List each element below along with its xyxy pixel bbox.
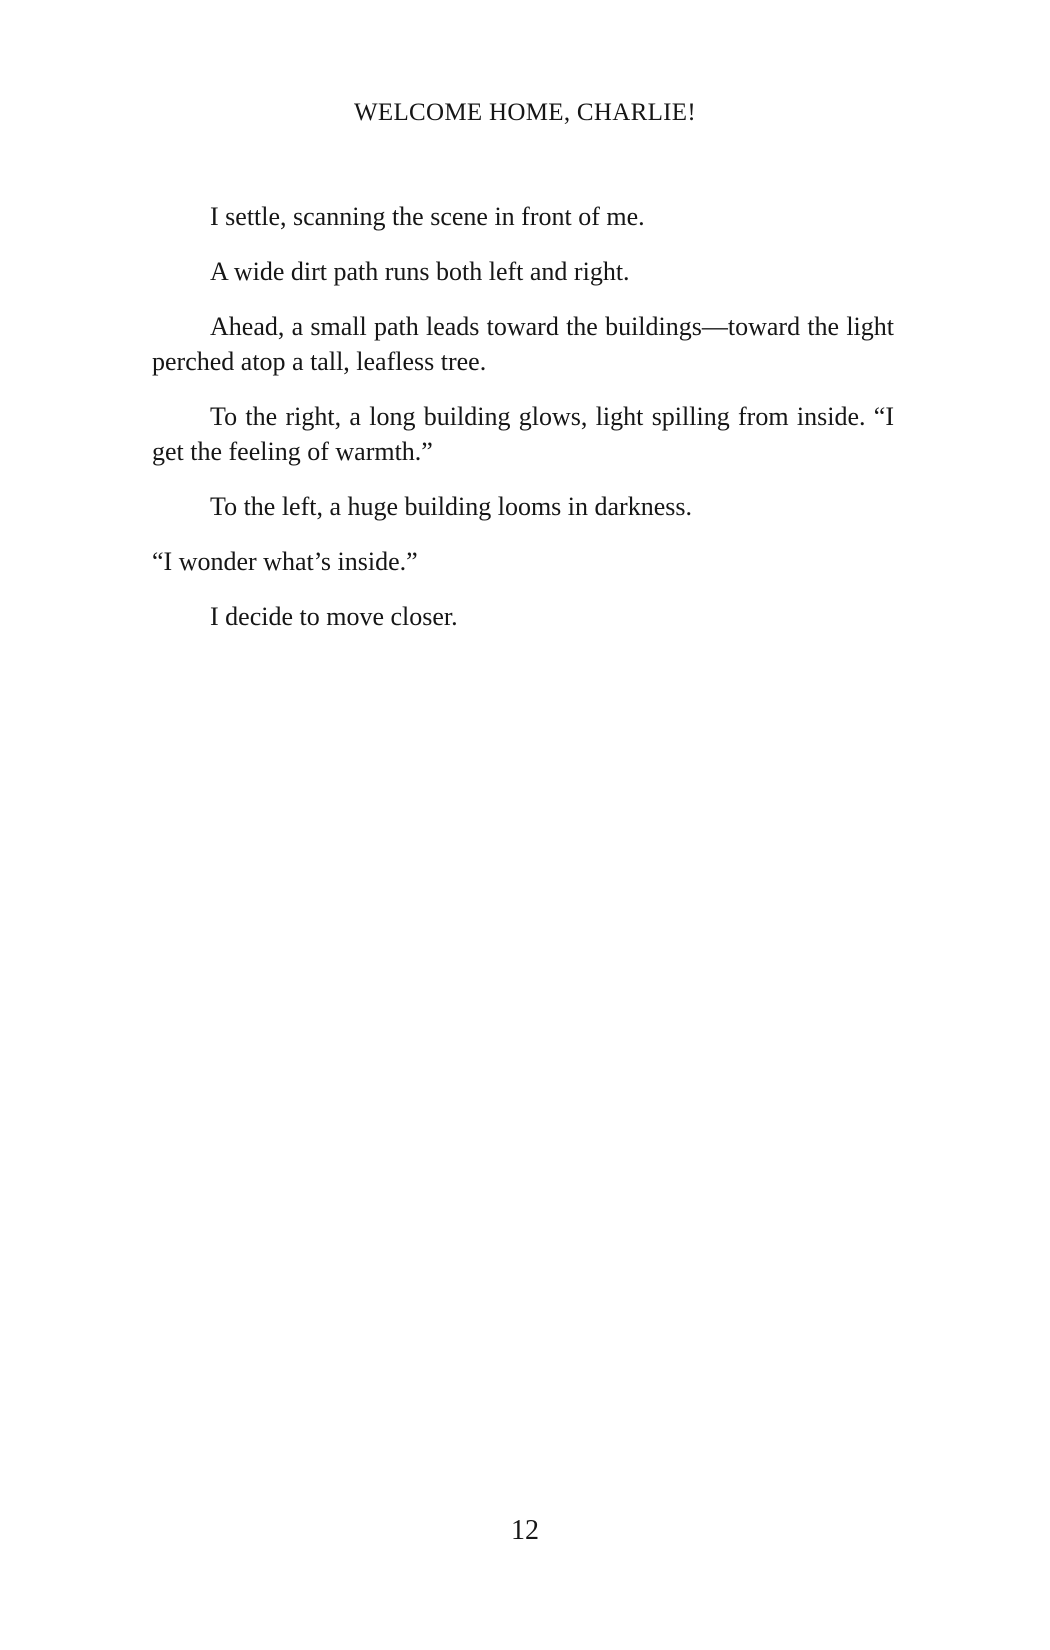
- body-text: [152, 199, 894, 654]
- running-head: WELCOME HOME, CHARLIE!: [354, 99, 696, 126]
- body-paragraph: I settle, scanning the scene in front of me.: [210, 202, 645, 231]
- body-paragraph: To the right, a long building glows, light spilling from inside. “I get the feeling of warmth.”: [152, 402, 894, 466]
- body-paragraph-dialogue: “I wonder what’s inside.”: [152, 547, 418, 576]
- body-paragraph: To the left, a huge building looms in darkness.: [210, 492, 692, 521]
- body-paragraph: Ahead, a small path leads toward the buildings—toward the light perched atop a tall, leafless tree.: [152, 312, 894, 376]
- body-paragraph: I decide to move closer.: [210, 602, 458, 631]
- body-paragraph: A wide dirt path runs both left and right.: [210, 257, 630, 286]
- page-number: 12: [511, 1515, 539, 1546]
